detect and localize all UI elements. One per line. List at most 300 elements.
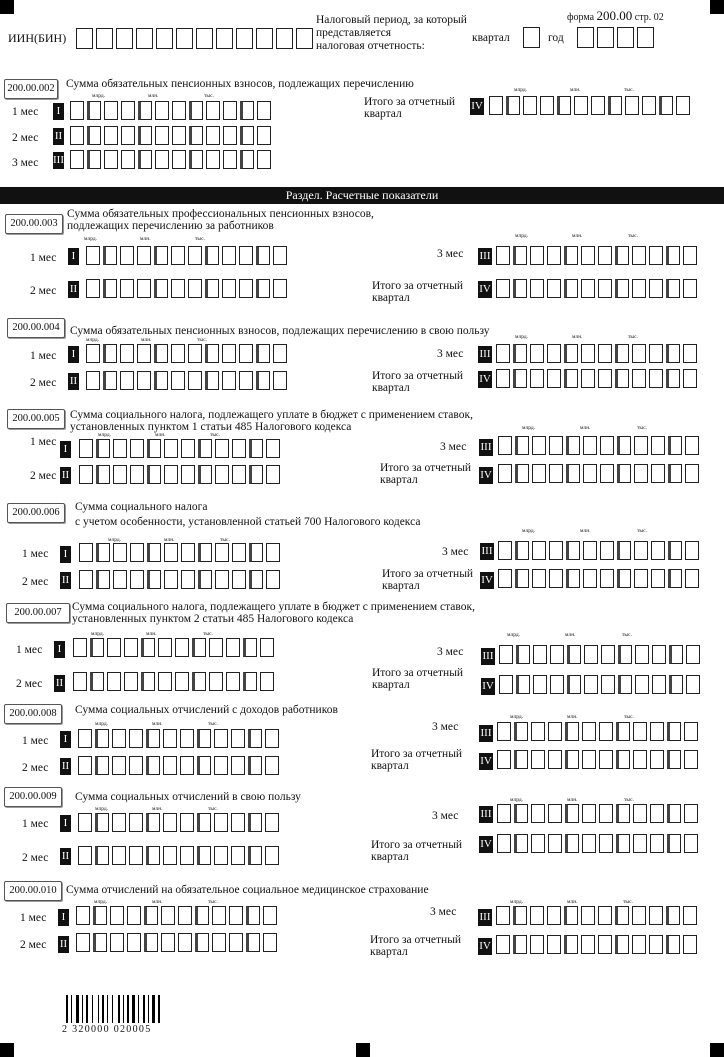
digit-cell[interactable] <box>164 570 178 589</box>
digit-cell[interactable] <box>172 150 186 169</box>
digit-cell[interactable] <box>180 756 194 775</box>
digit-cell[interactable] <box>223 101 237 120</box>
digit-cell[interactable] <box>138 150 152 169</box>
digit-cell[interactable] <box>188 246 202 265</box>
digit-cell[interactable] <box>113 570 127 589</box>
digit-cell[interactable] <box>584 675 598 694</box>
digit-cell[interactable] <box>163 846 177 865</box>
digit-cell[interactable] <box>581 246 595 265</box>
digit-cell[interactable] <box>489 96 503 115</box>
digit-cell[interactable] <box>686 675 700 694</box>
digit-cell[interactable] <box>79 543 93 562</box>
digit-cell[interactable] <box>499 645 513 664</box>
digit-cell[interactable] <box>549 541 563 560</box>
quarter-input-cell[interactable] <box>523 27 543 48</box>
amount-cells[interactable] <box>70 150 274 169</box>
digit-cell[interactable] <box>136 28 153 49</box>
digit-cell[interactable] <box>514 750 528 769</box>
digit-cell[interactable] <box>685 569 699 588</box>
digit-cell[interactable] <box>634 436 648 455</box>
digit-cell[interactable] <box>498 541 512 560</box>
digit-cell[interactable] <box>246 906 260 925</box>
digit-cell[interactable] <box>633 834 647 853</box>
digit-cell[interactable] <box>206 126 220 145</box>
digit-cell[interactable] <box>86 246 100 265</box>
digit-cell[interactable] <box>231 756 245 775</box>
digit-cell[interactable] <box>617 27 634 48</box>
digit-cell[interactable] <box>180 813 194 832</box>
digit-cell[interactable] <box>205 279 219 298</box>
digit-cell[interactable] <box>78 729 92 748</box>
digit-cell[interactable] <box>265 729 279 748</box>
digit-cell[interactable] <box>181 465 195 484</box>
digit-cell[interactable] <box>104 101 118 120</box>
digit-cell[interactable] <box>564 369 578 388</box>
digit-cell[interactable] <box>547 906 561 925</box>
digit-cell[interactable] <box>121 150 135 169</box>
digit-cell[interactable] <box>666 369 680 388</box>
digit-cell[interactable] <box>226 672 240 691</box>
digit-cell[interactable] <box>180 846 194 865</box>
digit-cell[interactable] <box>129 813 143 832</box>
amount-cells[interactable] <box>496 906 700 925</box>
digit-cell[interactable] <box>273 246 287 265</box>
digit-cell[interactable] <box>566 436 580 455</box>
digit-cell[interactable] <box>634 464 648 483</box>
digit-cell[interactable] <box>232 439 246 458</box>
digit-cell[interactable] <box>598 935 612 954</box>
digit-cell[interactable] <box>79 570 93 589</box>
digit-cell[interactable] <box>161 906 175 925</box>
digit-cell[interactable] <box>171 371 185 390</box>
digit-cell[interactable] <box>137 371 151 390</box>
digit-cell[interactable] <box>547 246 561 265</box>
digit-cell[interactable] <box>513 246 527 265</box>
digit-cell[interactable] <box>497 722 511 741</box>
digit-cell[interactable] <box>615 344 629 363</box>
digit-cell[interactable] <box>266 465 280 484</box>
amount-cells[interactable] <box>86 371 290 390</box>
digit-cell[interactable] <box>515 541 529 560</box>
digit-cell[interactable] <box>600 541 614 560</box>
digit-cell[interactable] <box>112 846 126 865</box>
digit-cell[interactable] <box>198 570 212 589</box>
digit-cell[interactable] <box>265 756 279 775</box>
amount-cells[interactable] <box>79 465 283 484</box>
digit-cell[interactable] <box>76 906 90 925</box>
digit-cell[interactable] <box>615 279 629 298</box>
digit-cell[interactable] <box>567 675 581 694</box>
digit-cell[interactable] <box>198 543 212 562</box>
digit-cell[interactable] <box>581 935 595 954</box>
digit-cell[interactable] <box>683 369 697 388</box>
digit-cell[interactable] <box>249 465 263 484</box>
digit-cell[interactable] <box>189 101 203 120</box>
digit-cell[interactable] <box>113 465 127 484</box>
digit-cell[interactable] <box>498 569 512 588</box>
digit-cell[interactable] <box>256 28 273 49</box>
digit-cell[interactable] <box>189 126 203 145</box>
digit-cell[interactable] <box>158 638 172 657</box>
digit-cell[interactable] <box>565 722 579 741</box>
digit-cell[interactable] <box>260 638 274 657</box>
digit-cell[interactable] <box>239 279 253 298</box>
digit-cell[interactable] <box>223 150 237 169</box>
amount-cells[interactable] <box>86 344 290 363</box>
digit-cell[interactable] <box>632 246 646 265</box>
digit-cell[interactable] <box>651 436 665 455</box>
digit-cell[interactable] <box>158 672 172 691</box>
digit-cell[interactable] <box>214 729 228 748</box>
digit-cell[interactable] <box>599 834 613 853</box>
digit-cell[interactable] <box>651 569 665 588</box>
digit-cell[interactable] <box>615 906 629 925</box>
digit-cell[interactable] <box>601 675 615 694</box>
digit-cell[interactable] <box>659 96 673 115</box>
digit-cell[interactable] <box>164 439 178 458</box>
digit-cell[interactable] <box>257 101 271 120</box>
amount-cells[interactable] <box>497 750 701 769</box>
digit-cell[interactable] <box>600 569 614 588</box>
digit-cell[interactable] <box>154 344 168 363</box>
digit-cell[interactable] <box>564 935 578 954</box>
digit-cell[interactable] <box>632 369 646 388</box>
digit-cell[interactable] <box>87 101 101 120</box>
digit-cell[interactable] <box>616 834 630 853</box>
digit-cell[interactable] <box>516 645 530 664</box>
digit-cell[interactable] <box>86 279 100 298</box>
digit-cell[interactable] <box>124 672 138 691</box>
digit-cell[interactable] <box>188 279 202 298</box>
digit-cell[interactable] <box>107 638 121 657</box>
digit-cell[interactable] <box>197 813 211 832</box>
amount-cells[interactable] <box>498 464 702 483</box>
digit-cell[interactable] <box>566 569 580 588</box>
digit-cell[interactable] <box>532 569 546 588</box>
digit-cell[interactable] <box>206 150 220 169</box>
digit-cell[interactable] <box>214 813 228 832</box>
digit-cell[interactable] <box>649 935 663 954</box>
digit-cell[interactable] <box>214 756 228 775</box>
digit-cell[interactable] <box>530 935 544 954</box>
digit-cell[interactable] <box>239 371 253 390</box>
digit-cell[interactable] <box>577 27 594 48</box>
amount-cells[interactable] <box>496 279 700 298</box>
digit-cell[interactable] <box>178 933 192 952</box>
digit-cell[interactable] <box>530 344 544 363</box>
digit-cell[interactable] <box>650 804 664 823</box>
digit-cell[interactable] <box>598 369 612 388</box>
digit-cell[interactable] <box>632 344 646 363</box>
digit-cell[interactable] <box>669 645 683 664</box>
digit-cell[interactable] <box>685 541 699 560</box>
digit-cell[interactable] <box>684 750 698 769</box>
digit-cell[interactable] <box>231 729 245 748</box>
digit-cell[interactable] <box>222 279 236 298</box>
amount-cells[interactable] <box>497 834 701 853</box>
digit-cell[interactable] <box>531 750 545 769</box>
digit-cell[interactable] <box>155 101 169 120</box>
digit-cell[interactable] <box>154 371 168 390</box>
digit-cell[interactable] <box>249 439 263 458</box>
digit-cell[interactable] <box>513 906 527 925</box>
amount-cells[interactable] <box>78 846 282 865</box>
amount-cells[interactable] <box>73 672 277 691</box>
digit-cell[interactable] <box>215 570 229 589</box>
digit-cell[interactable] <box>633 750 647 769</box>
digit-cell[interactable] <box>104 126 118 145</box>
digit-cell[interactable] <box>103 344 117 363</box>
digit-cell[interactable] <box>112 729 126 748</box>
digit-cell[interactable] <box>635 675 649 694</box>
digit-cell[interactable] <box>582 722 596 741</box>
digit-cell[interactable] <box>668 569 682 588</box>
amount-cells[interactable] <box>496 935 700 954</box>
digit-cell[interactable] <box>215 465 229 484</box>
digit-cell[interactable] <box>615 369 629 388</box>
digit-cell[interactable] <box>496 369 510 388</box>
amount-cells[interactable] <box>498 541 702 560</box>
digit-cell[interactable] <box>93 906 107 925</box>
amount-cells[interactable] <box>78 729 282 748</box>
digit-cell[interactable] <box>154 246 168 265</box>
digit-cell[interactable] <box>163 813 177 832</box>
amount-cells[interactable] <box>79 570 283 589</box>
digit-cell[interactable] <box>649 279 663 298</box>
digit-cell[interactable] <box>232 543 246 562</box>
digit-cell[interactable] <box>243 672 257 691</box>
digit-cell[interactable] <box>616 804 630 823</box>
digit-cell[interactable] <box>599 722 613 741</box>
digit-cell[interactable] <box>95 846 109 865</box>
digit-cell[interactable] <box>499 675 513 694</box>
digit-cell[interactable] <box>231 813 245 832</box>
digit-cell[interactable] <box>668 464 682 483</box>
digit-cell[interactable] <box>582 834 596 853</box>
digit-cell[interactable] <box>248 813 262 832</box>
digit-cell[interactable] <box>548 722 562 741</box>
digit-cell[interactable] <box>617 569 631 588</box>
digit-cell[interactable] <box>649 344 663 363</box>
digit-cell[interactable] <box>144 906 158 925</box>
digit-cell[interactable] <box>266 439 280 458</box>
digit-cell[interactable] <box>222 371 236 390</box>
digit-cell[interactable] <box>171 279 185 298</box>
digit-cell[interactable] <box>617 464 631 483</box>
digit-cell[interactable] <box>263 906 277 925</box>
digit-cell[interactable] <box>550 645 564 664</box>
digit-cell[interactable] <box>120 279 134 298</box>
digit-cell[interactable] <box>618 675 632 694</box>
amount-cells[interactable] <box>76 906 280 925</box>
digit-cell[interactable] <box>96 543 110 562</box>
digit-cell[interactable] <box>78 756 92 775</box>
digit-cell[interactable] <box>498 464 512 483</box>
digit-cell[interactable] <box>634 541 648 560</box>
amount-cells[interactable] <box>498 569 702 588</box>
digit-cell[interactable] <box>582 804 596 823</box>
digit-cell[interactable] <box>257 126 271 145</box>
digit-cell[interactable] <box>564 279 578 298</box>
digit-cell[interactable] <box>86 371 100 390</box>
digit-cell[interactable] <box>513 935 527 954</box>
digit-cell[interactable] <box>276 28 293 49</box>
digit-cell[interactable] <box>141 672 155 691</box>
digit-cell[interactable] <box>206 101 220 120</box>
digit-cell[interactable] <box>78 813 92 832</box>
digit-cell[interactable] <box>634 569 648 588</box>
digit-cell[interactable] <box>212 906 226 925</box>
digit-cell[interactable] <box>192 638 206 657</box>
digit-cell[interactable] <box>599 804 613 823</box>
digit-cell[interactable] <box>531 834 545 853</box>
digit-cell[interactable] <box>147 543 161 562</box>
digit-cell[interactable] <box>523 27 540 48</box>
digit-cell[interactable] <box>161 933 175 952</box>
digit-cell[interactable] <box>232 570 246 589</box>
digit-cell[interactable] <box>583 569 597 588</box>
digit-cell[interactable] <box>581 906 595 925</box>
digit-cell[interactable] <box>533 675 547 694</box>
digit-cell[interactable] <box>513 369 527 388</box>
digit-cell[interactable] <box>684 834 698 853</box>
digit-cell[interactable] <box>531 722 545 741</box>
digit-cell[interactable] <box>248 846 262 865</box>
digit-cell[interactable] <box>181 439 195 458</box>
iin-input-cells[interactable] <box>76 28 316 49</box>
digit-cell[interactable] <box>597 27 614 48</box>
digit-cell[interactable] <box>95 729 109 748</box>
digit-cell[interactable] <box>205 246 219 265</box>
digit-cell[interactable] <box>496 246 510 265</box>
digit-cell[interactable] <box>129 846 143 865</box>
digit-cell[interactable] <box>557 96 571 115</box>
digit-cell[interactable] <box>172 126 186 145</box>
digit-cell[interactable] <box>172 101 186 120</box>
digit-cell[interactable] <box>176 28 193 49</box>
digit-cell[interactable] <box>112 756 126 775</box>
digit-cell[interactable] <box>532 464 546 483</box>
digit-cell[interactable] <box>598 906 612 925</box>
digit-cell[interactable] <box>497 750 511 769</box>
digit-cell[interactable] <box>616 722 630 741</box>
amount-cells[interactable] <box>496 369 700 388</box>
digit-cell[interactable] <box>129 756 143 775</box>
digit-cell[interactable] <box>79 439 93 458</box>
digit-cell[interactable] <box>189 150 203 169</box>
digit-cell[interactable] <box>496 279 510 298</box>
digit-cell[interactable] <box>497 834 511 853</box>
digit-cell[interactable] <box>650 750 664 769</box>
digit-cell[interactable] <box>549 436 563 455</box>
digit-cell[interactable] <box>178 906 192 925</box>
digit-cell[interactable] <box>530 906 544 925</box>
digit-cell[interactable] <box>212 933 226 952</box>
digit-cell[interactable] <box>564 344 578 363</box>
amount-cells[interactable] <box>78 813 282 832</box>
digit-cell[interactable] <box>138 101 152 120</box>
digit-cell[interactable] <box>155 126 169 145</box>
digit-cell[interactable] <box>181 543 195 562</box>
digit-cell[interactable] <box>239 344 253 363</box>
digit-cell[interactable] <box>216 28 233 49</box>
digit-cell[interactable] <box>581 344 595 363</box>
digit-cell[interactable] <box>514 722 528 741</box>
digit-cell[interactable] <box>96 465 110 484</box>
digit-cell[interactable] <box>649 246 663 265</box>
digit-cell[interactable] <box>637 27 654 48</box>
digit-cell[interactable] <box>616 750 630 769</box>
digit-cell[interactable] <box>70 150 84 169</box>
digit-cell[interactable] <box>265 813 279 832</box>
digit-cell[interactable] <box>513 279 527 298</box>
digit-cell[interactable] <box>197 756 211 775</box>
digit-cell[interactable] <box>632 906 646 925</box>
digit-cell[interactable] <box>137 279 151 298</box>
digit-cell[interactable] <box>146 813 160 832</box>
digit-cell[interactable] <box>226 638 240 657</box>
digit-cell[interactable] <box>666 279 680 298</box>
digit-cell[interactable] <box>567 645 581 664</box>
digit-cell[interactable] <box>564 246 578 265</box>
digit-cell[interactable] <box>163 729 177 748</box>
digit-cell[interactable] <box>566 541 580 560</box>
digit-cell[interactable] <box>205 371 219 390</box>
digit-cell[interactable] <box>633 722 647 741</box>
digit-cell[interactable] <box>146 846 160 865</box>
digit-cell[interactable] <box>549 464 563 483</box>
digit-cell[interactable] <box>565 804 579 823</box>
digit-cell[interactable] <box>506 96 520 115</box>
digit-cell[interactable] <box>685 464 699 483</box>
digit-cell[interactable] <box>146 729 160 748</box>
digit-cell[interactable] <box>141 638 155 657</box>
digit-cell[interactable] <box>600 436 614 455</box>
digit-cell[interactable] <box>257 150 271 169</box>
digit-cell[interactable] <box>666 246 680 265</box>
digit-cell[interactable] <box>130 465 144 484</box>
amount-cells[interactable] <box>497 722 701 741</box>
digit-cell[interactable] <box>615 246 629 265</box>
amount-cells[interactable] <box>496 344 700 363</box>
digit-cell[interactable] <box>215 543 229 562</box>
digit-cell[interactable] <box>103 246 117 265</box>
digit-cell[interactable] <box>121 126 135 145</box>
digit-cell[interactable] <box>86 344 100 363</box>
digit-cell[interactable] <box>496 344 510 363</box>
digit-cell[interactable] <box>93 933 107 952</box>
digit-cell[interactable] <box>137 344 151 363</box>
digit-cell[interactable] <box>652 645 666 664</box>
amount-cells[interactable] <box>499 645 703 664</box>
digit-cell[interactable] <box>514 834 528 853</box>
digit-cell[interactable] <box>598 344 612 363</box>
digit-cell[interactable] <box>154 279 168 298</box>
digit-cell[interactable] <box>76 28 93 49</box>
digit-cell[interactable] <box>599 750 613 769</box>
digit-cell[interactable] <box>515 464 529 483</box>
digit-cell[interactable] <box>124 638 138 657</box>
digit-cell[interactable] <box>515 436 529 455</box>
digit-cell[interactable] <box>196 28 213 49</box>
digit-cell[interactable] <box>229 933 243 952</box>
digit-cell[interactable] <box>175 638 189 657</box>
digit-cell[interactable] <box>564 906 578 925</box>
digit-cell[interactable] <box>632 935 646 954</box>
digit-cell[interactable] <box>540 96 554 115</box>
digit-cell[interactable] <box>76 933 90 952</box>
digit-cell[interactable] <box>120 344 134 363</box>
